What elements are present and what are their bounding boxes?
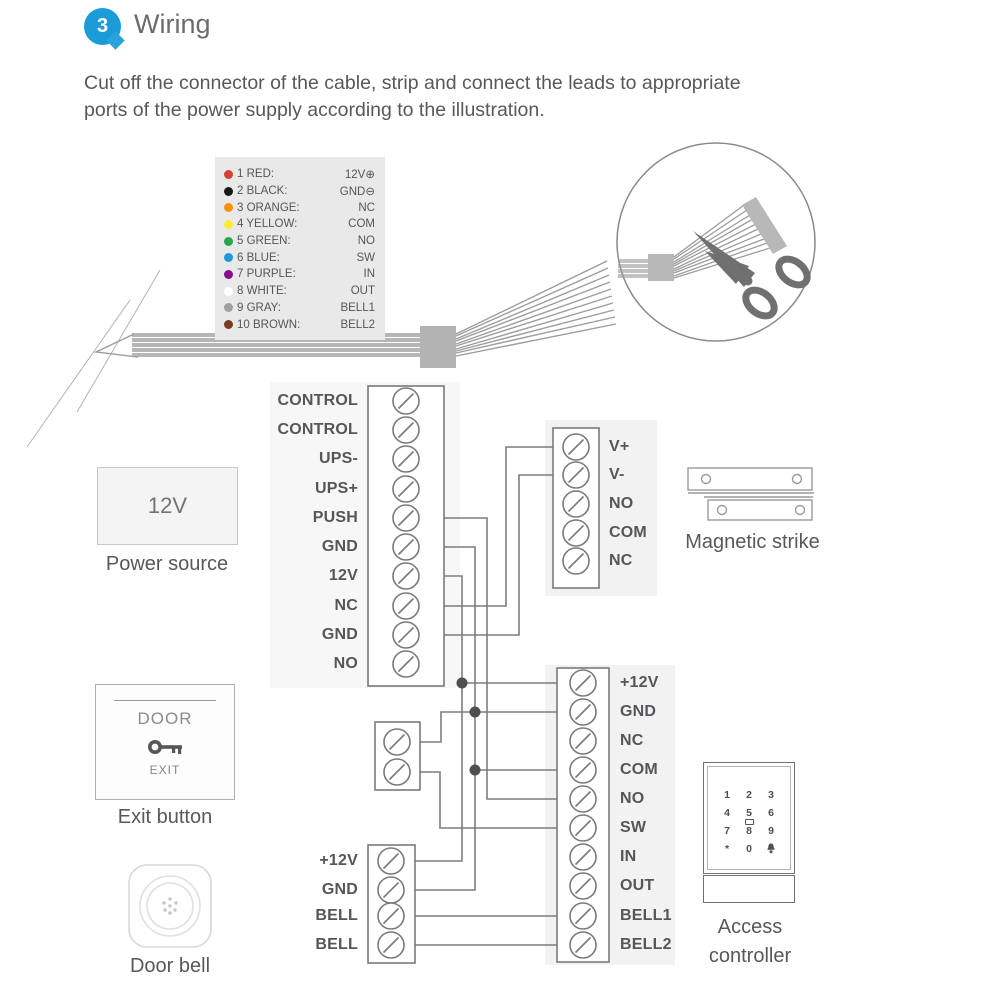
terminal-label: OUT	[620, 877, 655, 894]
terminal-icon	[378, 848, 404, 874]
magnetic-strike-illustration	[688, 468, 814, 520]
terminal-icon	[378, 932, 404, 958]
terminal-label: COM	[609, 524, 647, 541]
wire-color-dot	[224, 237, 233, 246]
wire-color-dot	[224, 203, 233, 212]
wire-color-dot	[224, 303, 233, 312]
wire-name: 10 BROWN:	[237, 318, 301, 331]
terminal-icon	[563, 434, 589, 460]
door-bell-caption: Door bell	[129, 955, 211, 977]
key-6: 6	[768, 807, 774, 819]
legend-row	[224, 166, 375, 183]
wire-function: IN	[363, 268, 375, 281]
terminal-label: GND	[321, 881, 358, 898]
terminal-icon	[570, 815, 596, 841]
terminal-icon	[563, 548, 589, 574]
wire-name: 5 GREEN:	[237, 235, 291, 248]
legend-row	[224, 300, 375, 317]
terminal-icon	[393, 563, 419, 589]
door-bell-device	[128, 864, 212, 953]
screw-hole	[718, 506, 727, 515]
cable-connector	[420, 326, 456, 368]
terminal-label: CONTROL	[277, 392, 358, 409]
terminal-label: BELL	[315, 936, 358, 953]
wire-name: 6 BLUE:	[237, 251, 280, 264]
terminal-icon	[570, 699, 596, 725]
key-7: 7	[724, 825, 730, 837]
legend-row	[224, 233, 375, 250]
wire-name: 7 PURPLE:	[237, 268, 296, 281]
wire-function: COM	[348, 218, 375, 231]
access-controller-reader-strip	[703, 875, 795, 903]
exit-button-device	[95, 684, 235, 800]
terminal-icon	[570, 844, 596, 870]
terminal-label: IN	[620, 848, 637, 865]
access-controller-caption: Access controller	[708, 916, 792, 967]
legend-row	[224, 216, 375, 233]
controller-terminal-block	[557, 668, 609, 962]
exit-terminal-block	[375, 722, 420, 790]
key-4: 4	[724, 807, 730, 819]
legend-row	[224, 266, 375, 283]
terminal-icon	[570, 873, 596, 899]
screw-hole	[796, 506, 805, 515]
key-1: 1	[724, 789, 730, 801]
terminal-icon	[570, 757, 596, 783]
power-supply-terminal-block	[368, 386, 444, 686]
key-0: 0	[746, 843, 752, 855]
terminal-icon	[378, 903, 404, 929]
wire-color-dot	[224, 287, 233, 296]
terminal-label: NO	[620, 790, 645, 807]
terminal-icon	[570, 903, 596, 929]
wire-name: 4 YELLOW:	[237, 218, 298, 231]
step-number: 3	[96, 15, 109, 37]
wire-name: 3 ORANGE:	[237, 201, 300, 214]
terminal-label: NC	[334, 597, 358, 614]
terminal-icon	[393, 388, 419, 414]
wire-color-dot	[224, 187, 233, 196]
terminal-icon	[393, 651, 419, 677]
terminal-icon	[570, 932, 596, 958]
wire-gnd-to-exit-block	[420, 712, 475, 742]
terminal-label: NC	[620, 732, 644, 749]
wire-function: 12V⊕	[344, 169, 375, 182]
terminal-icon	[393, 476, 419, 502]
exit-button-caption: Exit button	[117, 806, 213, 828]
terminal-label: UPS+	[314, 480, 358, 497]
wire-name: 8 WHITE:	[237, 285, 287, 298]
legend-row	[224, 316, 375, 333]
terminal-icon	[393, 417, 419, 443]
terminal-icon	[563, 462, 589, 488]
terminal-icon	[563, 491, 589, 517]
terminal-label: GND	[321, 626, 358, 643]
terminal-label: PUSH	[312, 509, 358, 526]
cable-connector-zoom	[648, 254, 674, 281]
terminal-label: NO	[333, 655, 358, 672]
terminal-label: BELL1	[620, 907, 672, 924]
terminal-icon	[393, 505, 419, 531]
terminal-icon	[378, 877, 404, 903]
terminal-label: NO	[609, 495, 634, 512]
terminal-label: UPS-	[318, 450, 358, 467]
exit-button-door-label: DOOR	[137, 709, 193, 728]
legend-row	[224, 283, 375, 300]
wire-color-dot	[224, 320, 233, 329]
screw-hole	[702, 475, 711, 484]
wire-function: SW	[356, 251, 375, 264]
wire-color-dot	[224, 170, 233, 179]
power-source-caption: Power source	[105, 553, 229, 575]
key-2: 2	[746, 789, 752, 801]
key-icon	[148, 737, 184, 762]
terminal-icon	[384, 759, 410, 785]
wire-junction-dots	[457, 678, 481, 776]
power-source-box	[97, 467, 238, 545]
terminal-icon	[570, 728, 596, 754]
wire-function: GND⊖	[339, 186, 375, 199]
terminal-label: NC	[609, 552, 633, 569]
wire-color-dot	[224, 220, 233, 229]
page-title: Wiring	[134, 9, 211, 39]
key-star: *	[724, 843, 730, 855]
power-source-voltage: 12V	[147, 493, 188, 518]
wire-color-dot	[224, 253, 233, 262]
wire-name: 9 GRAY:	[237, 301, 281, 314]
wire-exit-to-sw	[420, 772, 557, 828]
wire-color-dot	[224, 270, 233, 279]
terminal-icon	[393, 593, 419, 619]
terminal-label: BELL	[315, 907, 358, 924]
terminal-icon	[393, 622, 419, 648]
step-number-badge	[84, 8, 121, 45]
terminal-label: BELL2	[620, 936, 672, 953]
wire-color-legend	[215, 157, 385, 340]
lock-terminal-block	[553, 428, 599, 588]
wire-push-to-no	[443, 518, 557, 799]
doorbell-terminal-block	[368, 845, 415, 963]
terminal-label: SW	[620, 819, 647, 836]
terminal-label: CONTROL	[277, 421, 358, 438]
terminal-label: 12V	[328, 567, 358, 584]
bell-key-icon	[760, 843, 782, 857]
exit-button-top-line	[114, 700, 216, 701]
wire-name: 2 BLACK:	[237, 185, 288, 198]
instructions-text: Cut off the connector of the cable, strip and connect the leads to appropriate ports of the power supply according to the illustration.	[84, 72, 741, 121]
terminal-label: V-	[609, 466, 625, 483]
terminal-label: GND	[620, 703, 657, 720]
legend-row	[224, 183, 375, 200]
wire-function: NO	[357, 235, 375, 248]
wire-function: OUT	[350, 285, 375, 298]
wire-function: BELL1	[340, 301, 375, 314]
wire-function: NC	[358, 201, 375, 214]
cable-frayed-end	[96, 334, 138, 357]
terminal-icon	[563, 520, 589, 546]
terminal-label: GND	[321, 538, 358, 555]
legend-row	[224, 249, 375, 266]
terminal-label: +12V	[620, 674, 659, 691]
terminal-label: COM	[620, 761, 658, 778]
magnetic-strike-caption: Magnetic strike	[685, 531, 820, 553]
key-3: 3	[768, 789, 774, 801]
cut-detail-circle	[617, 143, 815, 341]
key-9: 9	[768, 825, 774, 837]
exit-button-exit-label: EXIT	[149, 763, 181, 777]
terminal-label: +12V	[319, 852, 358, 869]
screw-hole	[793, 475, 802, 484]
terminal-icon	[570, 786, 596, 812]
card-icon	[745, 819, 754, 825]
legend-row	[224, 199, 375, 216]
terminal-icon	[384, 729, 410, 755]
sketch-line	[27, 300, 130, 447]
wire-name: 1 RED:	[237, 168, 275, 181]
terminal-icon	[393, 534, 419, 560]
terminal-label: V+	[609, 438, 630, 455]
key-5: 5	[746, 807, 752, 819]
access-controller-device	[703, 762, 795, 874]
wire-function: BELL2	[340, 318, 375, 331]
terminal-icon	[570, 670, 596, 696]
terminal-icon	[393, 446, 419, 472]
key-8: 8	[746, 825, 752, 837]
